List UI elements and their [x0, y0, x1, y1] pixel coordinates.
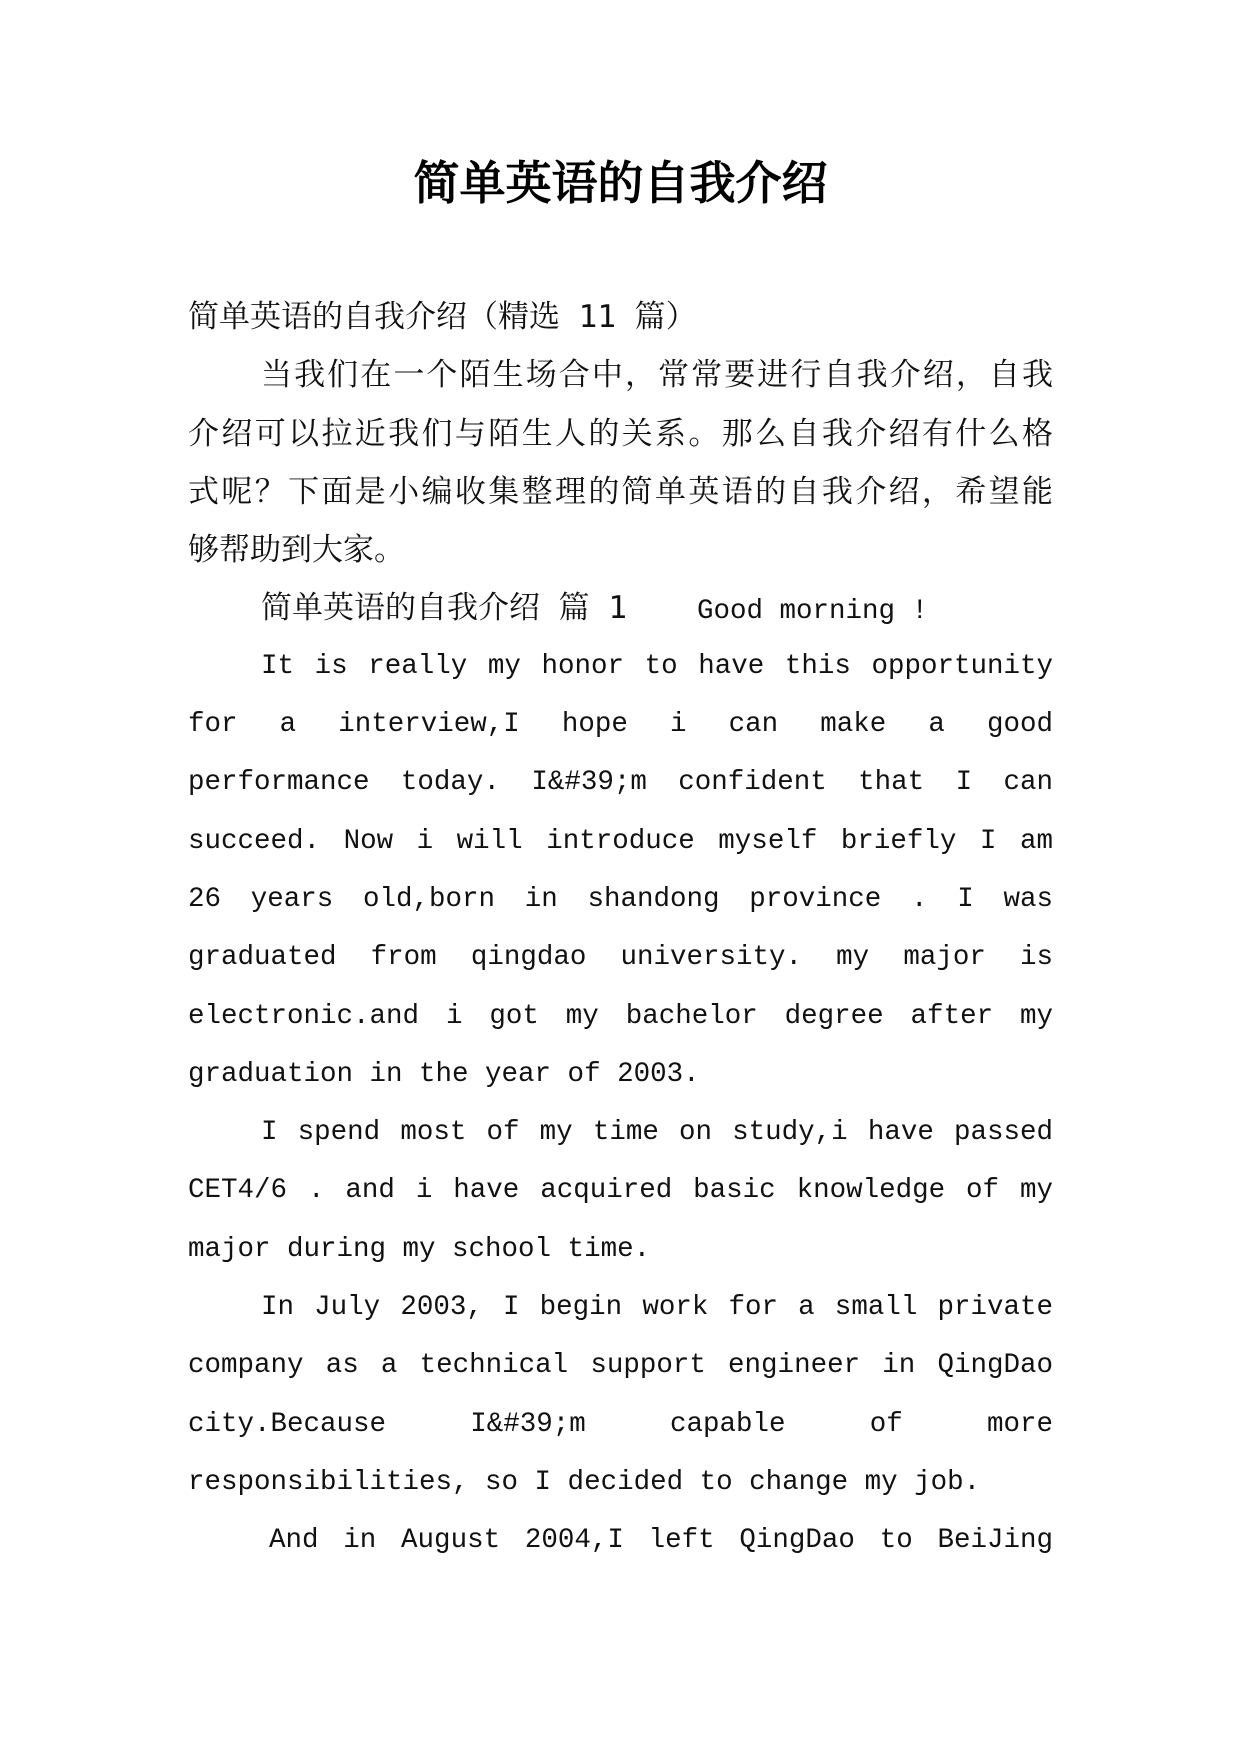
text-line: 26 years old,born in shandong province . I was	[188, 883, 1053, 915]
text-line: for a interview,I hope i can make a good	[188, 709, 1053, 741]
section-heading: 简单英语的自我介绍 篇 1	[261, 590, 627, 627]
text-line: responsibilities, so I decided to change my job.	[188, 1466, 981, 1498]
text-line: company as a technical support engineer in QingDao	[188, 1350, 1053, 1382]
text-line: And in August 2004,I left QingDao to BeiJing	[269, 1525, 1053, 1557]
intro-line: 够帮助到大家。	[188, 532, 405, 569]
intro-line: 式呢？下面是小编收集整理的简单英语的自我介绍，希望能	[188, 473, 1053, 510]
document-body	[188, 288, 1053, 1571]
text-line: major during my school time.	[188, 1233, 651, 1265]
text-line: I spend most of my time on study,i have passed	[261, 1117, 1053, 1149]
section-heading-line	[188, 579, 1053, 637]
page-title: 简单英语的自我介绍	[413, 156, 828, 210]
text-line: city.Because I&#39;m capable of more	[188, 1408, 1053, 1440]
text-line: succeed. Now i will introduce myself briefly I am	[188, 825, 1053, 857]
text-line: performance today. I&#39;m confident that I can	[188, 767, 1053, 799]
greeting-text: Good morning !	[697, 596, 929, 628]
text-line: In July 2003, I begin work for a small private	[261, 1292, 1053, 1324]
intro-line: 介绍可以拉近我们与陌生人的关系。那么自我介绍有什么格	[188, 415, 1053, 452]
document-subtitle: 简单英语的自我介绍（精选 11 篇）	[188, 299, 697, 335]
text-line: graduated from qingdao university. my major is	[188, 942, 1053, 974]
intro-line: 当我们在一个陌生场合中，常常要进行自我介绍，自我	[261, 357, 1053, 394]
text-line: electronic.and i got my bachelor degree after my	[188, 1000, 1053, 1032]
text-line: CET4/6 . and i have acquired basic knowledge of my	[188, 1175, 1053, 1207]
text-line: It is really my honor to have this opportunity	[261, 650, 1053, 682]
text-line: graduation in the year of 2003.	[188, 1058, 700, 1090]
